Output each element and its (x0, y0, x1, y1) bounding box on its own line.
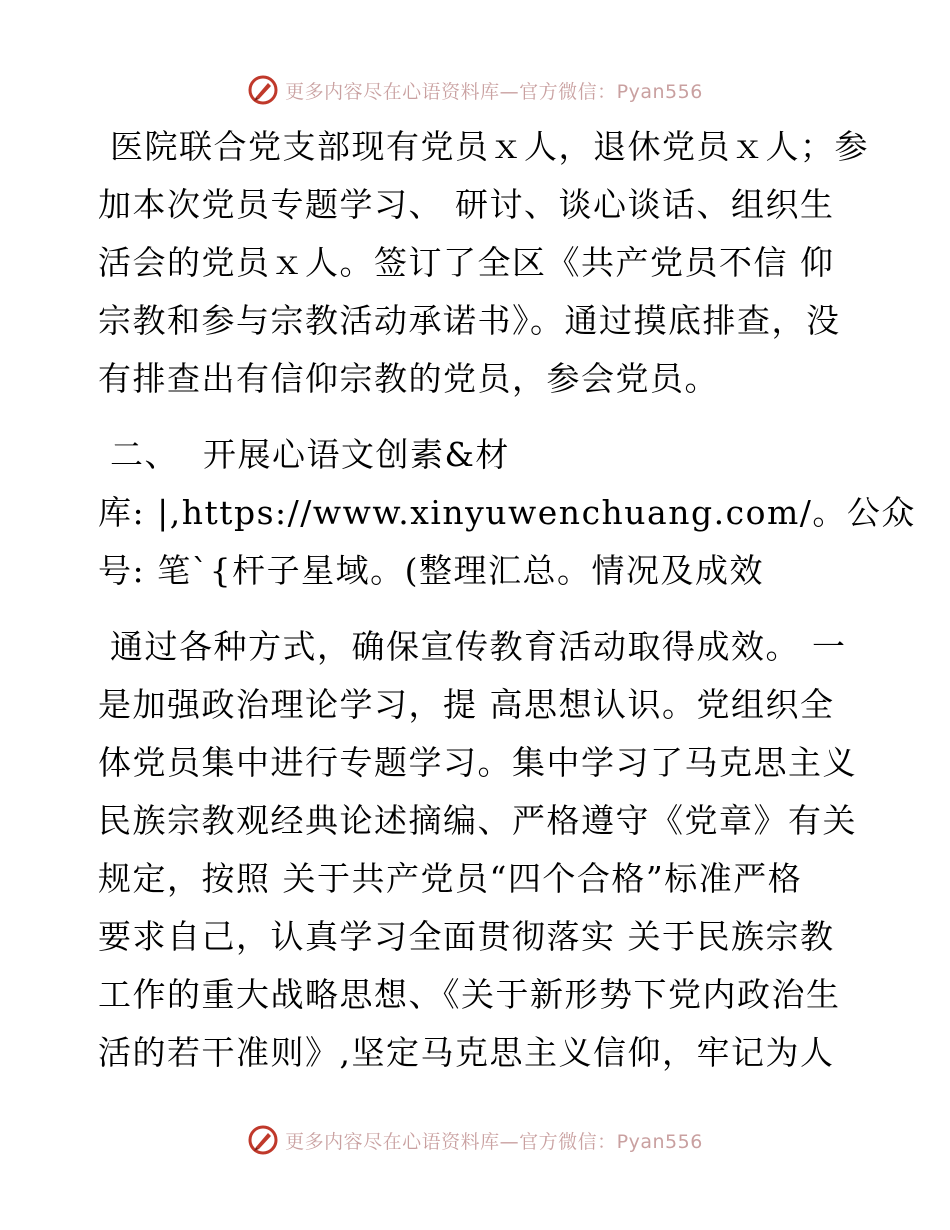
text-line: 医院联合党支部现有党员ｘ人，退休党员ｘ人；参 (98, 127, 869, 166)
text-line: 工作的重大战略思想、《关于新形势下党内政治生 (98, 975, 841, 1014)
text-line: 号: 笔`{杆子星域。(整理汇总。情况及成效 (98, 551, 764, 590)
text-line: 要求自己，认真学习全面贯彻落实 关于民族宗教 (98, 917, 835, 956)
text-line: 加本次党员专题学习、 研讨、谈心谈话、组织生 (98, 185, 835, 224)
header-banner-text: 更多内容尽在心语资料库—官方微信：Pyan556 (285, 80, 703, 103)
footer-banner (0, 1120, 950, 1160)
section-heading: 二、 开展心语文创素&材 (98, 435, 510, 474)
paragraph-3 (98, 618, 868, 1082)
header-banner (0, 70, 950, 110)
text-line: 是加强政治理论学习，提 高思想认识。党组织全 (98, 685, 835, 724)
pen-logo-icon (247, 74, 279, 106)
footer-banner-text: 更多内容尽在心语资料库—官方微信：Pyan556 (285, 1130, 703, 1153)
paragraph-1 (98, 118, 868, 408)
text-line: 库: |,https://www.xinyuwenchuang.com/。公众 (98, 493, 916, 532)
document-body (98, 118, 916, 1082)
text-line: 体党员集中进行专题学习。集中学习了马克思主义 (98, 743, 857, 782)
text-line: 活的若干准则》,坚定马克思主义信仰，牢记为人 (98, 1033, 835, 1072)
text-line: 通过各种方式，确保宣传教育活动取得成效。 一 (98, 627, 847, 666)
text-line: 活会的党员ｘ人。签订了全区《共产党员不信 仰 (98, 243, 835, 282)
text-line: 宗教和参与宗教活动承诺书》。通过摸底排查，没 (98, 301, 841, 340)
text-line: 民族宗教观经典论述摘编、严格遵守《党章》有关 (98, 801, 857, 840)
paragraph-2 (98, 426, 916, 600)
text-line: 有排查出有信仰宗教的党员，参会党员。 (98, 359, 719, 398)
text-line: 规定，按照 关于共产党员“四个合格”标准严格 (98, 859, 803, 898)
pen-logo-icon (247, 1124, 279, 1156)
